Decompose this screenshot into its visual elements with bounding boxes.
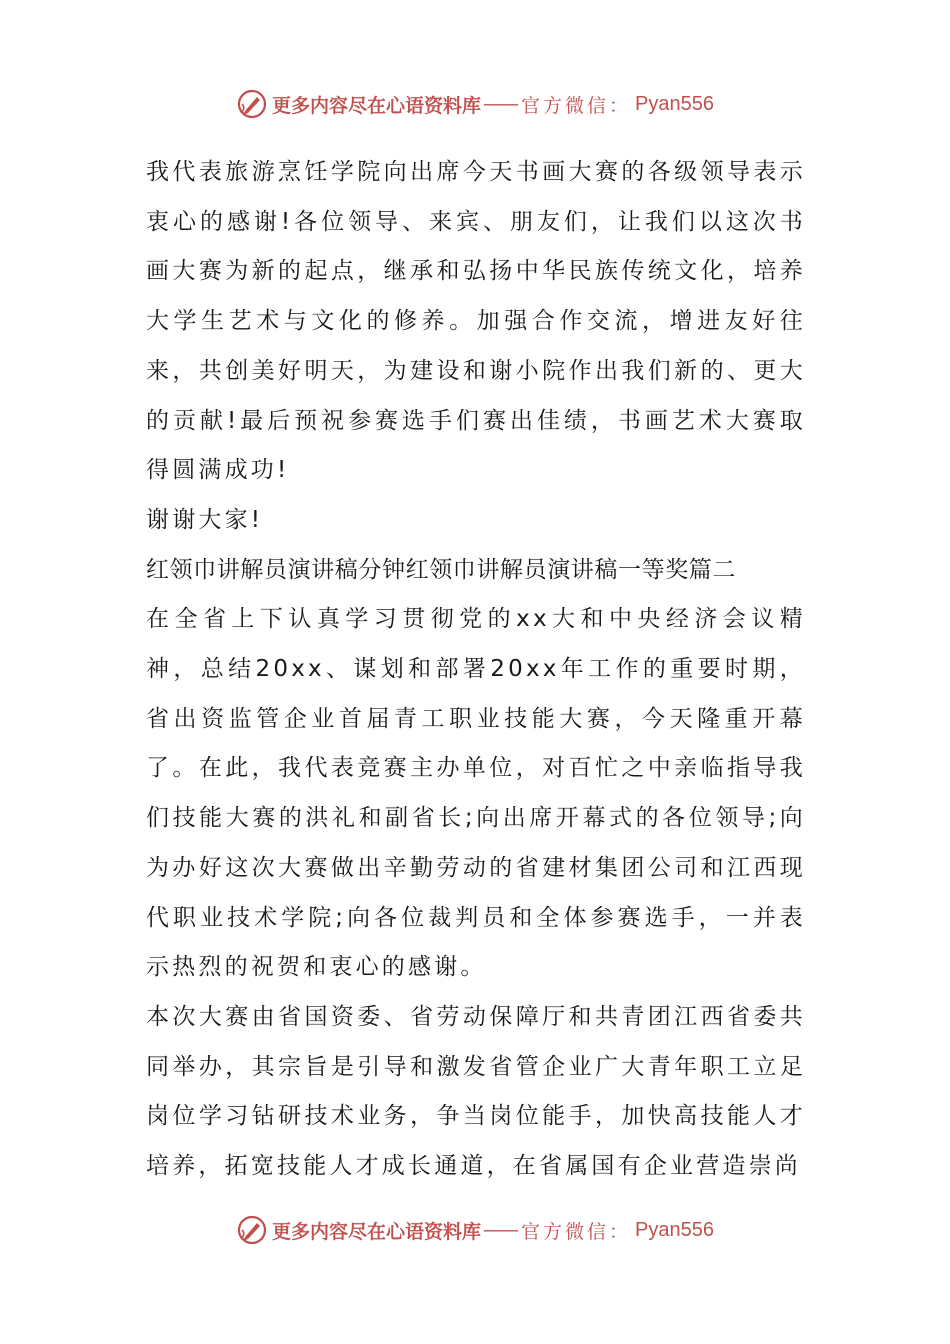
wechat-id: Pyan556 [635, 1218, 714, 1241]
brand-text: 更多内容尽在心语资料库 [272, 94, 482, 117]
document-body [146, 148, 806, 1192]
pen-logo-icon [236, 88, 268, 120]
paragraph: 谢谢大家! [146, 506, 264, 533]
official-wechat-label: 官方微信： [521, 1220, 632, 1243]
header-banner [0, 84, 950, 124]
paragraph: 我代表旅游烹饪学院向出席今天书画大赛的各级领导表示衷心的感谢!各位领导、来宾、朋友们，让我们以这次书画大赛为新的起点，继承和弘扬中华民族传统文化，培养大学生艺术与文化的修养。加强合作交流，增进友好往来，共创美好明天，为建设和谢小院作出我们新的、更大的贡献!最后预祝参赛选手们赛出佳绩，书画艺术大赛取得圆满成功! [146, 159, 806, 484]
footer-banner [0, 1210, 950, 1250]
brand-text: 更多内容尽在心语资料库 [272, 1220, 482, 1243]
paragraph: 在全省上下认真学习贯彻党的xx大和中央经济会议精神，总结20xx、谋划和部署20xx年工作的重要时期，省出资监管企业首届青工职业技能大赛，今天隆重开幕了。在此，我代表竞赛主办单位，对百忙之中亲临指导我们技能大赛的洪礼和副省长;向出席开幕式的各位领导;向为办好这次大赛做出辛勤劳动的省建材集团公司和江西现代职业技术学院;向各位裁判员和全体参赛选手，一并表示热烈的祝贺和衷心的感谢。 [146, 606, 806, 981]
wechat-id: Pyan556 [635, 92, 714, 115]
section-heading: 红领巾讲解员演讲稿分钟红领巾讲解员演讲稿一等奖篇二 [146, 556, 736, 583]
official-wechat-label: 官方微信： [521, 94, 632, 117]
paragraph: 本次大赛由省国资委、省劳动保障厅和共青团江西省委共同举办，其宗旨是引导和激发省管企业广大青年职工立足岗位学习钻研技术业务，争当岗位能手，加快高技能人才培养，拓宽技能人才成长通道，在省属国有企业营造崇尚 [146, 1003, 806, 1180]
banner-separator: —— [483, 1219, 518, 1241]
banner-separator: —— [483, 93, 518, 115]
pen-logo-icon [236, 1214, 268, 1246]
